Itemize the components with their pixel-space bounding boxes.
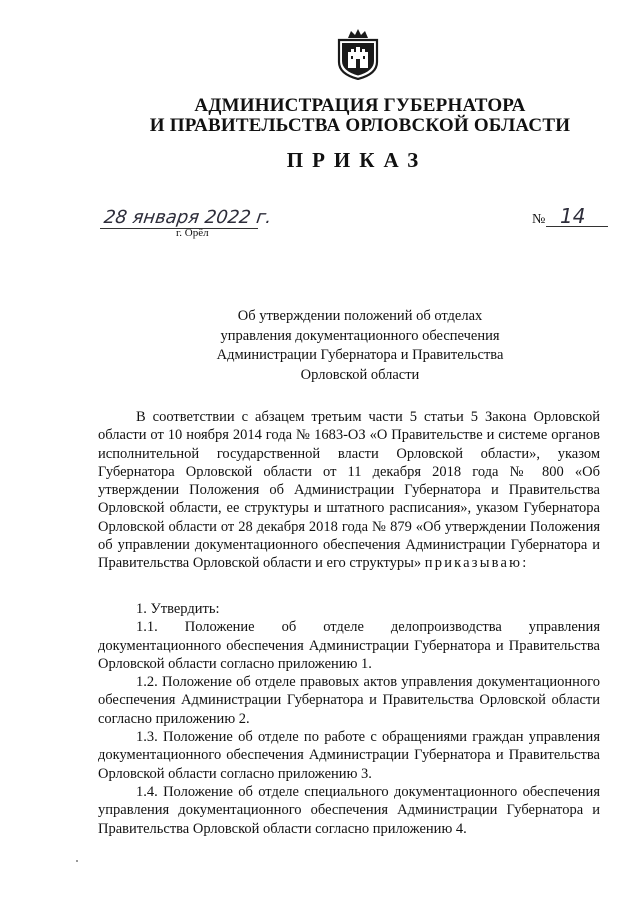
preamble-text: В соответствии с абзацем третьим части 5 статьи 5 Закона Орловской области от 10 ноября 2014 года № 1683-ОЗ «О Правительстве и системе органов исполнительной государственной власти Орловской области», указом Губернатора Орловской области от 11 декабря 2018 года № 800 «Об утверждении Положения об Администрации Губернатора и Правительства Орловской области, ее структуры и штатного расписания», указом Губернатора Орловской области от 28 декабря 2018 года № 879 «Об утверждении Положения об управлении документационного обеспечения Администрации Губернатора и Правительства Орловской области и его структуры» xyxy=(98,409,600,572)
scan-speck xyxy=(76,860,78,862)
list-item: 1. Утвердить: xyxy=(136,601,220,617)
document-subject xyxy=(0,307,640,385)
handwritten-date: 28 января 2022 г. xyxy=(102,207,274,228)
document-type-title: ПРИКАЗ xyxy=(286,148,428,172)
coat-of-arms-oryol-icon xyxy=(334,28,382,80)
decree-items xyxy=(98,600,600,838)
subject-line: Администрации Губернатора и Правительства xyxy=(216,347,504,363)
org-name-line-2: И ПРАВИТЕЛЬСТВА ОРЛОВСКОЙ ОБЛАСТИ xyxy=(149,115,571,136)
org-name-line-1: АДМИНИСТРАЦИЯ ГУБЕРНАТОРА xyxy=(194,95,526,116)
list-item: 1.3. Положение об отделе по работе с обращениями граждан управления документационного обеспечения Администрации Губернатора и Правительства Орловской области согласно приложению 3. xyxy=(98,729,600,782)
number-label: № xyxy=(532,212,546,227)
list-item: 1.2. Положение об отделе правовых актов управления документационного обеспечения Администрации Губернатора и Правительства Орловской области согласно приложению 2. xyxy=(98,674,600,727)
preamble-paragraph xyxy=(98,408,600,573)
list-item: 1.1. Положение об отделе делопроизводства управления документационного обеспечения Администрации Губернатора и Правительства Орловской области согласно приложению 1. xyxy=(98,619,600,672)
list-item: 1.4. Положение об отделе специального документационного обеспечения управления документационного обеспечения Администрации Губернатора и Правительства Орловской области согласно приложению 4. xyxy=(98,783,600,837)
subject-line: Об утверждении положений об отделах xyxy=(237,308,483,324)
number-underline xyxy=(546,226,608,227)
city-label: г. Орёл xyxy=(176,227,209,239)
subject-line: управления документационного обеспечения xyxy=(220,327,500,344)
decree-word: приказываю: xyxy=(424,555,529,572)
handwritten-number: 14 xyxy=(560,204,586,228)
subject-line: Орловской области xyxy=(300,366,420,383)
